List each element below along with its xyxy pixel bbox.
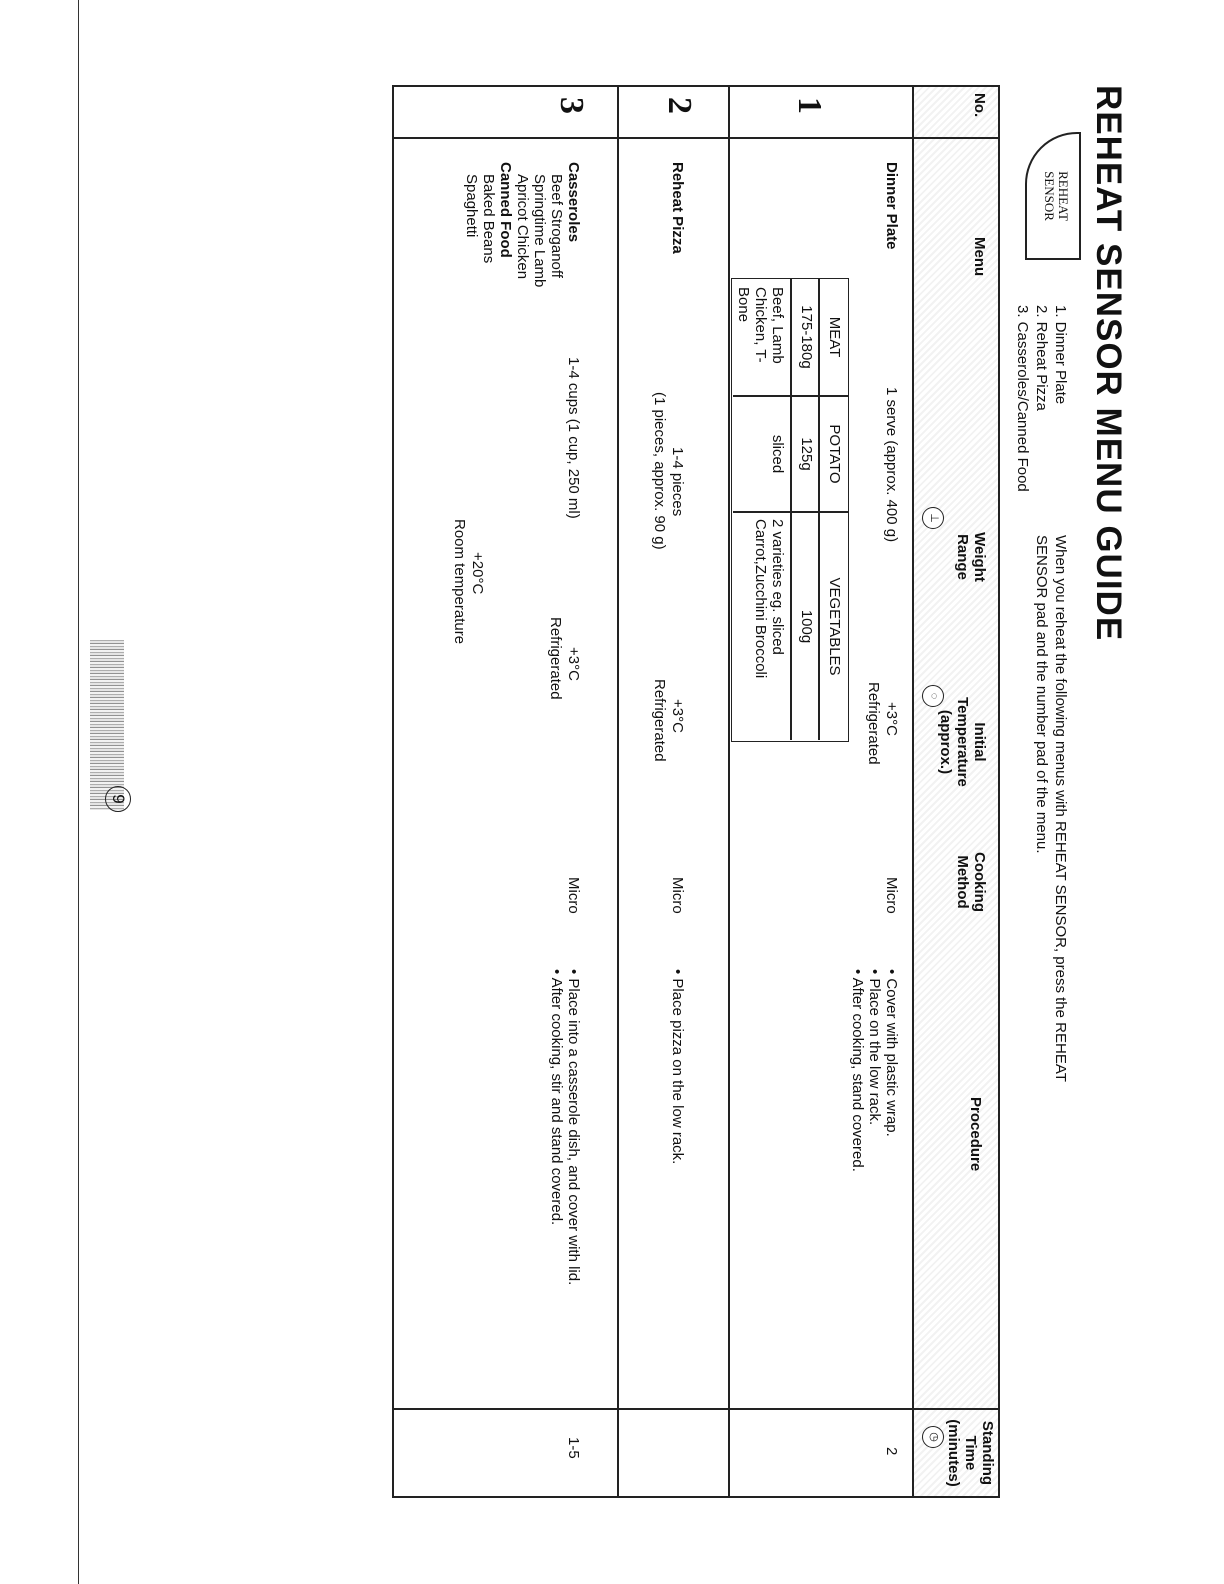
temp-note: Refrigerated — [547, 617, 564, 700]
menu-item: Springtime Lamb — [531, 174, 548, 288]
procedure-item: • Place into a casserole dish, and cover with lid. — [565, 969, 582, 1286]
header-no: No. — [971, 93, 988, 118]
initial-temp: +20°C — [469, 552, 486, 595]
row-number: 2 — [661, 97, 698, 114]
header-method: Cooking Method — [954, 852, 988, 912]
initial-temp: +3°C — [565, 647, 582, 681]
temp-note: Refrigerated — [651, 679, 668, 762]
header-weight: Weight Range — [954, 532, 988, 582]
menu-name: Reheat Pizza — [669, 162, 686, 254]
header-standing: Standing Time (minutes) — [945, 1419, 996, 1487]
weight-range: 1-4 pieces — [669, 447, 686, 517]
standing-time: 2 — [883, 1447, 900, 1456]
subtable-head: VEGETABLES — [826, 577, 843, 676]
procedure-list — [548, 969, 582, 1399]
reheat-sensor-badge: REHEAT SENSOR — [1025, 132, 1081, 260]
intro-item: 3. Casseroles/Canned Food — [1014, 305, 1031, 492]
intro-item: 1. Dinner Plate — [1052, 305, 1069, 405]
scan-artifact — [90, 640, 124, 810]
thermometer-icon: ◌ — [922, 685, 944, 707]
page-edge-rule — [78, 0, 79, 1584]
intro-text: When you reheat the following menus with REHEAT SENSOR, press the REHEAT SENSOR pad and the number pad of the menu. — [1033, 535, 1069, 1082]
timer-icon: ◷ — [922, 1426, 944, 1448]
procedure-item: • Cover with plastic wrap. — [883, 969, 900, 1137]
cooking-method: Micro — [883, 877, 900, 914]
initial-temp: +3°C — [883, 702, 900, 736]
page-title: REHEAT SENSOR MENU GUIDE — [1089, 85, 1128, 642]
cooking-method: Micro — [565, 877, 582, 914]
subtable-head: MEAT — [826, 316, 843, 358]
intro-item: 2. Reheat Pizza — [1033, 305, 1050, 411]
menu-item: Baked Beans — [480, 174, 497, 264]
procedure-item: • Place pizza on the low rack. — [669, 969, 686, 1165]
procedure-list — [849, 969, 900, 1389]
menu-guide-table — [392, 85, 1000, 1498]
menu-item: Spaghetti — [463, 174, 480, 238]
subtable-desc: sliced — [769, 434, 786, 474]
menu-name: Dinner Plate — [883, 162, 900, 250]
procedure-item: • Place on the low rack. — [866, 969, 883, 1126]
menu-item: Apricot Chicken — [514, 174, 531, 280]
weight-note: (1 pieces, approx. 90 g) — [651, 392, 668, 550]
procedure-item: • After cooking, stir and stand covered. — [548, 969, 565, 1226]
row-number: 1 — [791, 97, 828, 114]
weight-range: 1-4 cups (1 cup, 250 ml) — [565, 357, 582, 519]
subtable-head: POTATO — [826, 424, 843, 484]
intro-menu-list — [1013, 305, 1070, 492]
header-temp: Initial Temperature (approx.) — [937, 697, 988, 787]
temp-note: Room temperature — [451, 519, 468, 645]
subtable-qty: 175-180g — [798, 305, 815, 369]
row-number: 3 — [553, 97, 590, 114]
menu-group-casseroles: Casseroles Beef Stroganoff Springtime Lamb Apricot Chicken Canned Food Baked Beans Spaghetti — [463, 162, 582, 288]
initial-temp: +3°C — [669, 699, 686, 733]
header-menu: Menu — [971, 237, 988, 277]
subtable-desc: Beef, Lamb Chicken, T-Bone — [735, 287, 786, 364]
subtable-qty: 125g — [798, 437, 815, 471]
subtable-qty: 100g — [798, 609, 815, 644]
subtable-desc: 2 varieties eg. sliced Carrot,Zucchini Broccoli — [752, 519, 786, 679]
weight-range: 1 serve (approx. 400 g) — [883, 387, 900, 543]
page-number: 9 — [105, 786, 131, 812]
standing-time: 1-5 — [565, 1437, 582, 1459]
menu-item: Beef Stroganoff — [548, 174, 565, 278]
dinner-plate-subtable — [731, 278, 849, 742]
header-procedure: Procedure — [967, 1097, 984, 1172]
clock-icon: ⊥ — [922, 507, 944, 529]
temp-note: Refrigerated — [865, 682, 882, 765]
cooking-method: Micro — [669, 877, 686, 914]
procedure-item: • After cooking, stand covered. — [849, 969, 866, 1172]
